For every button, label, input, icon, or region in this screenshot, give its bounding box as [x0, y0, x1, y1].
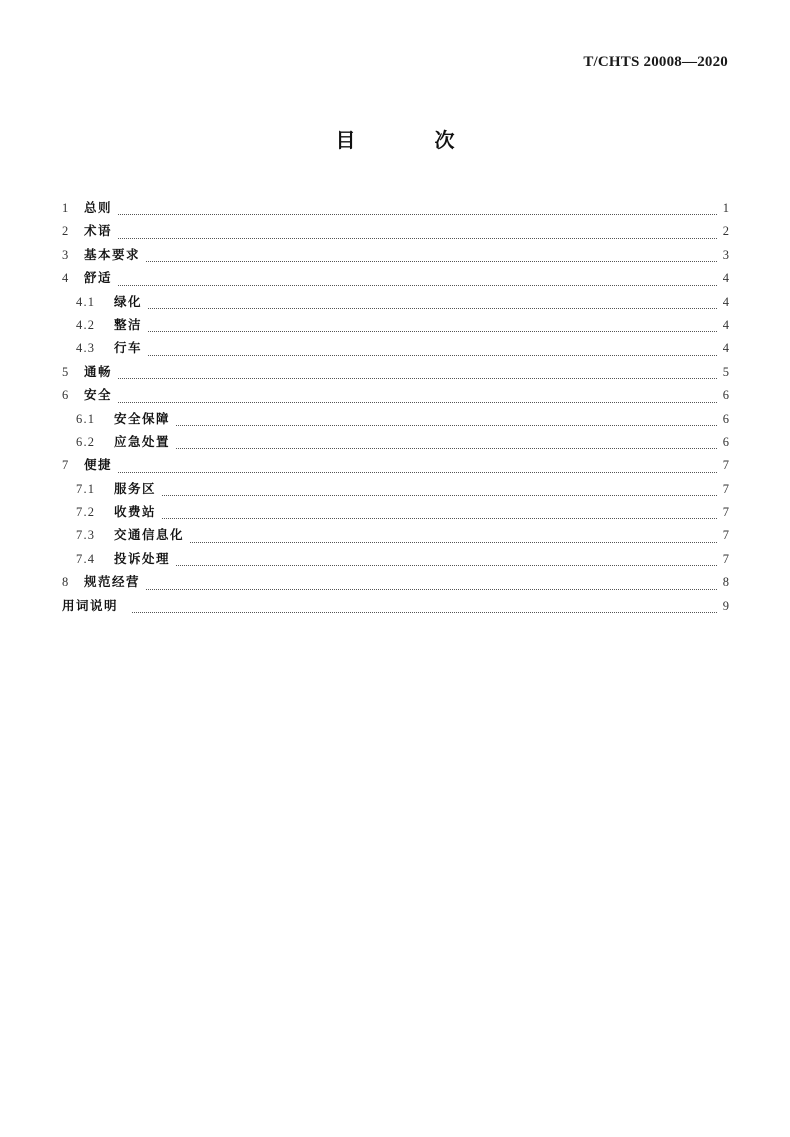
table-of-contents: [62, 196, 729, 617]
dot-leader: [118, 472, 717, 473]
toc-entry-number: 4.3: [76, 341, 96, 356]
toc-entry-6-1[interactable]: [62, 407, 729, 430]
toc-entry-label: 收费站: [114, 504, 157, 520]
toc-entry-number: 6.1: [76, 411, 96, 426]
toc-entry-page: 7: [722, 481, 729, 496]
toc-entry-page: 3: [722, 247, 729, 262]
toc-entry-8[interactable]: [62, 570, 729, 593]
toc-entry-6[interactable]: [62, 383, 729, 406]
toc-entry-label: 基本要求: [84, 246, 141, 262]
toc-entry-number: 6: [62, 388, 70, 403]
toc-entry-4-2[interactable]: [62, 313, 729, 336]
dot-leader: [118, 238, 717, 239]
toc-entry-label: 服务区: [114, 480, 157, 496]
toc-entry-page: 7: [722, 551, 729, 566]
toc-entry-label: 总则: [84, 200, 113, 215]
toc-entry-4[interactable]: [62, 266, 729, 289]
toc-entry-1[interactable]: [62, 196, 729, 219]
toc-entry-label: 整洁: [114, 316, 143, 332]
toc-entry-label: 应急处置: [114, 433, 171, 449]
toc-entry-label: 安全保障: [114, 410, 171, 426]
toc-entry-6-2[interactable]: [62, 430, 729, 453]
standard-code: T/CHTS 20008—2020: [583, 54, 728, 70]
toc-entry-number: 8: [62, 575, 70, 590]
toc-entry-page: 6: [722, 411, 729, 426]
toc-entry-number: 1: [62, 201, 70, 215]
toc-entry-number: 4: [62, 271, 70, 286]
dot-leader: [118, 285, 717, 286]
toc-entry-number: 6.2: [76, 434, 96, 449]
toc-entry-number: 4.2: [76, 317, 96, 332]
toc-entry-page: 7: [722, 528, 729, 543]
toc-entry-page: 4: [722, 341, 729, 356]
toc-entry-7-2[interactable]: [62, 500, 729, 523]
toc-entry-2[interactable]: [62, 219, 729, 242]
toc-entry-7-1[interactable]: [62, 477, 729, 500]
toc-entry-7-4[interactable]: [62, 547, 729, 570]
toc-entry-number: 7.2: [76, 505, 96, 520]
toc-entry-page: 4: [722, 271, 729, 286]
toc-entry-number: 7.4: [76, 551, 96, 566]
toc-entry-7-3[interactable]: [62, 523, 729, 546]
dot-leader: [146, 261, 717, 262]
toc-entry-label: 绿化: [114, 293, 143, 309]
dot-leader: [162, 495, 717, 496]
toc-entry-4-3[interactable]: [62, 336, 729, 359]
toc-entry-page: 6: [722, 434, 729, 449]
toc-entry-label: 便捷: [84, 457, 113, 473]
dot-leader: [118, 378, 717, 379]
toc-entry-page: 7: [722, 505, 729, 520]
toc-entry-label: 用词说明: [62, 597, 119, 613]
dot-leader: [148, 355, 717, 356]
toc-entry-number: 7.1: [76, 481, 96, 496]
toc-entry-label: 投诉处理: [114, 550, 171, 566]
dot-leader: [146, 589, 717, 590]
dot-leader: [118, 214, 717, 215]
toc-entry-page: 1: [722, 201, 729, 215]
toc-entry-3[interactable]: [62, 243, 729, 266]
dot-leader: [148, 331, 717, 332]
toc-entry-label: 通畅: [84, 363, 113, 379]
dot-leader: [118, 402, 717, 403]
toc-entry-7[interactable]: [62, 453, 729, 476]
toc-entry-4-1[interactable]: [62, 290, 729, 313]
dot-leader: [162, 518, 717, 519]
toc-entry-terms-explanation[interactable]: [62, 594, 729, 617]
toc-entry-label: 行车: [114, 340, 143, 356]
toc-entry-label: 交通信息化: [114, 527, 185, 543]
toc-entry-label: 规范经营: [84, 574, 141, 590]
toc-entry-number: 2: [62, 224, 70, 239]
toc-entry-label: 舒适: [84, 270, 113, 286]
toc-entry-page: 9: [722, 598, 729, 613]
toc-entry-number: 5: [62, 364, 70, 379]
toc-entry-page: 2: [722, 224, 729, 239]
toc-entry-number: 7: [62, 458, 70, 473]
toc-entry-number: 7.3: [76, 528, 96, 543]
toc-entry-label: 安全: [84, 387, 113, 403]
page-title: 目 次: [335, 128, 491, 152]
dot-leader: [148, 308, 717, 309]
toc-entry-page: 8: [722, 575, 729, 590]
dot-leader: [132, 612, 717, 613]
toc-entry-page: 6: [722, 388, 729, 403]
dot-leader: [176, 565, 717, 566]
toc-entry-number: 3: [62, 247, 70, 262]
toc-entry-label: 术语: [84, 223, 113, 239]
toc-entry-number: 4.1: [76, 294, 96, 309]
toc-entry-5[interactable]: [62, 360, 729, 383]
toc-entry-page: 5: [722, 364, 729, 379]
dot-leader: [190, 542, 717, 543]
toc-entry-page: 7: [722, 458, 729, 473]
toc-entry-page: 4: [722, 294, 729, 309]
dot-leader: [176, 448, 717, 449]
toc-entry-page: 4: [722, 317, 729, 332]
dot-leader: [176, 425, 717, 426]
